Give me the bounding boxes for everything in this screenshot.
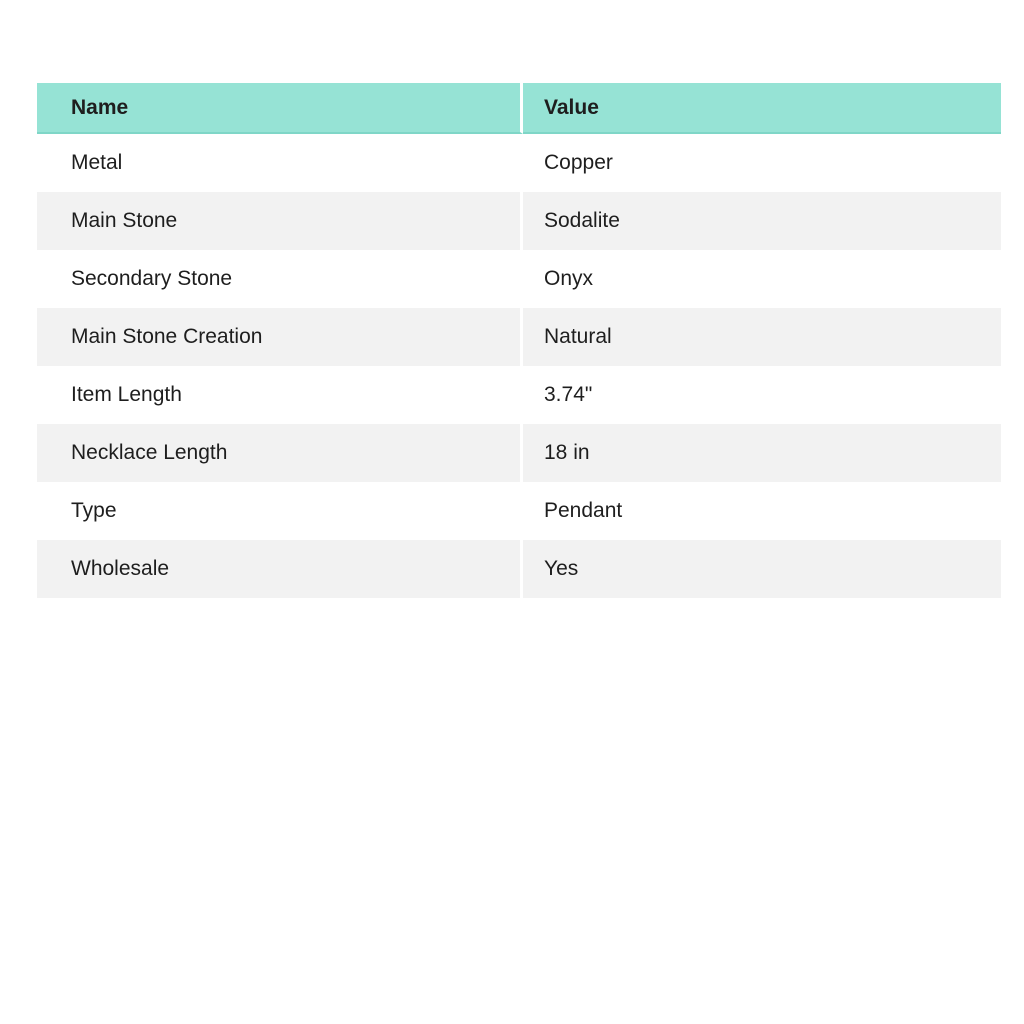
column-header-name: Name	[37, 83, 523, 134]
attribute-name-cell: Type	[37, 482, 523, 540]
attribute-value-cell: Copper	[523, 134, 1001, 192]
table-header-row	[37, 83, 1001, 134]
attribute-value-cell: Yes	[523, 540, 1001, 598]
attribute-name-cell: Main Stone	[37, 192, 523, 250]
attribute-value-cell: Pendant	[523, 482, 1001, 540]
table-row	[37, 250, 1001, 308]
table-row	[37, 366, 1001, 424]
attribute-value-cell: 18 in	[523, 424, 1001, 482]
table-row	[37, 540, 1001, 598]
attribute-value-cell: Onyx	[523, 250, 1001, 308]
attribute-value-cell: 3.74"	[523, 366, 1001, 424]
attribute-name-cell: Item Length	[37, 366, 523, 424]
attribute-name-cell: Necklace Length	[37, 424, 523, 482]
attribute-value-cell: Natural	[523, 308, 1001, 366]
attribute-name-cell: Metal	[37, 134, 523, 192]
table-row	[37, 482, 1001, 540]
table-row	[37, 192, 1001, 250]
table-row	[37, 134, 1001, 192]
attribute-name-cell: Wholesale	[37, 540, 523, 598]
column-header-value: Value	[523, 83, 1001, 134]
attributes-table	[37, 83, 1001, 598]
table-row	[37, 308, 1001, 366]
table-row	[37, 424, 1001, 482]
attribute-name-cell: Main Stone Creation	[37, 308, 523, 366]
attribute-value-cell: Sodalite	[523, 192, 1001, 250]
attribute-name-cell: Secondary Stone	[37, 250, 523, 308]
